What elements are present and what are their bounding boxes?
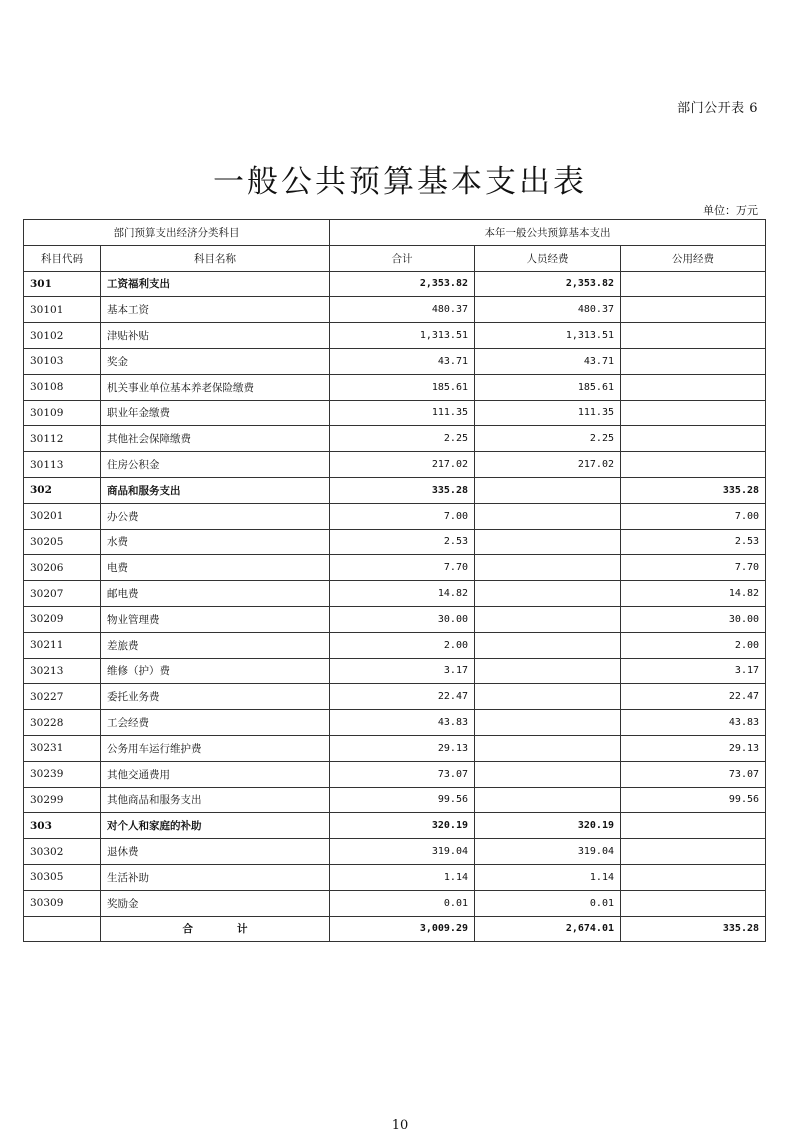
row-personnel	[475, 529, 621, 555]
row-name: 住房公积金	[101, 452, 330, 478]
table-row	[24, 400, 766, 426]
row-total: 43.83	[330, 710, 475, 736]
column-header-public: 公用经费	[621, 245, 766, 271]
row-code: 30227	[24, 684, 101, 710]
row-personnel: 1.14	[475, 864, 621, 890]
row-total: 99.56	[330, 787, 475, 813]
row-total: 1.14	[330, 864, 475, 890]
row-name: 公务用车运行维护费	[101, 735, 330, 761]
row-public	[621, 839, 766, 865]
row-code: 30205	[24, 529, 101, 555]
table-row	[24, 297, 766, 323]
row-public: 30.00	[621, 606, 766, 632]
row-code: 30239	[24, 761, 101, 787]
row-total: 2.53	[330, 529, 475, 555]
row-code: 30112	[24, 426, 101, 452]
row-total: 43.71	[330, 348, 475, 374]
group-header-row	[24, 220, 766, 246]
table-row	[24, 864, 766, 890]
row-code: 303	[24, 813, 101, 839]
row-public: 99.56	[621, 787, 766, 813]
row-code: 30113	[24, 452, 101, 478]
row-total: 30.00	[330, 606, 475, 632]
row-personnel	[475, 555, 621, 581]
row-code: 30231	[24, 735, 101, 761]
row-total: 2,353.82	[330, 271, 475, 297]
table-row	[24, 426, 766, 452]
table-row	[24, 658, 766, 684]
row-public: 3.17	[621, 658, 766, 684]
row-name: 对个人和家庭的补助	[101, 813, 330, 839]
row-code: 30302	[24, 839, 101, 865]
total-label-left: 合	[182, 923, 193, 936]
row-total: 335.28	[330, 477, 475, 503]
row-personnel	[475, 606, 621, 632]
row-code: 30211	[24, 632, 101, 658]
row-name: 津贴补贴	[101, 323, 330, 349]
row-total: 73.07	[330, 761, 475, 787]
row-name: 基本工资	[101, 297, 330, 323]
row-public	[621, 890, 766, 916]
total-row-public: 335.28	[621, 916, 766, 942]
total-row	[24, 916, 766, 942]
row-code: 30108	[24, 374, 101, 400]
row-public	[621, 297, 766, 323]
table-row	[24, 606, 766, 632]
column-header-code: 科目代码	[24, 245, 101, 271]
row-name: 奖励金	[101, 890, 330, 916]
row-public: 73.07	[621, 761, 766, 787]
row-total: 3.17	[330, 658, 475, 684]
row-code: 30299	[24, 787, 101, 813]
table-row	[24, 761, 766, 787]
row-total: 480.37	[330, 297, 475, 323]
table-row	[24, 529, 766, 555]
row-public	[621, 400, 766, 426]
total-row-code	[24, 916, 101, 942]
total-row-label	[101, 916, 330, 942]
row-name: 工会经费	[101, 710, 330, 736]
table-row	[24, 890, 766, 916]
group-header-basic-expenditure: 本年一般公共预算基本支出	[330, 220, 766, 246]
row-name: 委托业务费	[101, 684, 330, 710]
table-row	[24, 452, 766, 478]
row-personnel	[475, 710, 621, 736]
row-public: 7.70	[621, 555, 766, 581]
page-number: 10	[391, 1118, 409, 1133]
row-total: 14.82	[330, 581, 475, 607]
table-row	[24, 813, 766, 839]
row-personnel: 1,313.51	[475, 323, 621, 349]
page-title: 一般公共预算基本支出表	[213, 164, 587, 200]
row-total: 2.25	[330, 426, 475, 452]
unit-label: 单位：万元	[703, 204, 758, 217]
row-code: 30228	[24, 710, 101, 736]
total-row-total: 3,009.29	[330, 916, 475, 942]
row-code: 30209	[24, 606, 101, 632]
row-public: 14.82	[621, 581, 766, 607]
row-public	[621, 323, 766, 349]
budget-table	[23, 219, 766, 942]
row-name: 其他社会保障缴费	[101, 426, 330, 452]
row-name: 生活补助	[101, 864, 330, 890]
row-name: 其他交通费用	[101, 761, 330, 787]
row-public	[621, 374, 766, 400]
row-public	[621, 864, 766, 890]
row-code: 30101	[24, 297, 101, 323]
row-code: 30103	[24, 348, 101, 374]
row-name: 职业年金缴费	[101, 400, 330, 426]
row-name: 办公费	[101, 503, 330, 529]
row-public: 43.83	[621, 710, 766, 736]
table-row	[24, 710, 766, 736]
row-total: 217.02	[330, 452, 475, 478]
row-code: 30305	[24, 864, 101, 890]
row-total: 22.47	[330, 684, 475, 710]
row-public: 2.00	[621, 632, 766, 658]
table-row	[24, 555, 766, 581]
row-total: 29.13	[330, 735, 475, 761]
row-name: 物业管理费	[101, 606, 330, 632]
row-public	[621, 813, 766, 839]
table-row	[24, 477, 766, 503]
row-personnel: 43.71	[475, 348, 621, 374]
row-name: 维修（护）费	[101, 658, 330, 684]
row-total: 7.70	[330, 555, 475, 581]
table-body	[24, 271, 766, 916]
table-row	[24, 787, 766, 813]
row-personnel	[475, 761, 621, 787]
row-personnel	[475, 477, 621, 503]
row-personnel	[475, 658, 621, 684]
row-code: 302	[24, 477, 101, 503]
row-public	[621, 452, 766, 478]
row-personnel: 111.35	[475, 400, 621, 426]
row-personnel	[475, 581, 621, 607]
row-public	[621, 271, 766, 297]
row-name: 差旅费	[101, 632, 330, 658]
total-row-personnel: 2,674.01	[475, 916, 621, 942]
row-public: 22.47	[621, 684, 766, 710]
row-name: 电费	[101, 555, 330, 581]
row-total: 319.04	[330, 839, 475, 865]
row-public: 7.00	[621, 503, 766, 529]
table-row	[24, 581, 766, 607]
row-public: 335.28	[621, 477, 766, 503]
row-total: 0.01	[330, 890, 475, 916]
column-header-total: 合计	[330, 245, 475, 271]
row-personnel: 2,353.82	[475, 271, 621, 297]
column-header-name: 科目名称	[101, 245, 330, 271]
row-total: 320.19	[330, 813, 475, 839]
row-public: 29.13	[621, 735, 766, 761]
table-row	[24, 348, 766, 374]
total-label-right: 计	[237, 923, 248, 936]
row-name: 退休费	[101, 839, 330, 865]
row-personnel: 0.01	[475, 890, 621, 916]
table-row	[24, 323, 766, 349]
table-row	[24, 374, 766, 400]
row-total: 7.00	[330, 503, 475, 529]
column-header-row	[24, 245, 766, 271]
row-personnel: 2.25	[475, 426, 621, 452]
row-name: 机关事业单位基本养老保险缴费	[101, 374, 330, 400]
row-code: 30102	[24, 323, 101, 349]
row-personnel: 480.37	[475, 297, 621, 323]
group-header-classification: 部门预算支出经济分类科目	[24, 220, 330, 246]
table-row	[24, 684, 766, 710]
row-personnel: 320.19	[475, 813, 621, 839]
row-personnel	[475, 735, 621, 761]
row-total: 111.35	[330, 400, 475, 426]
row-public: 2.53	[621, 529, 766, 555]
table-row	[24, 632, 766, 658]
row-code: 30109	[24, 400, 101, 426]
row-name: 邮电费	[101, 581, 330, 607]
row-code: 30207	[24, 581, 101, 607]
row-personnel	[475, 684, 621, 710]
row-personnel: 185.61	[475, 374, 621, 400]
row-public	[621, 348, 766, 374]
row-total: 1,313.51	[330, 323, 475, 349]
row-name: 奖金	[101, 348, 330, 374]
row-code: 30201	[24, 503, 101, 529]
row-personnel: 319.04	[475, 839, 621, 865]
column-header-personnel: 人员经费	[475, 245, 621, 271]
row-personnel: 217.02	[475, 452, 621, 478]
row-total: 2.00	[330, 632, 475, 658]
row-total: 185.61	[330, 374, 475, 400]
row-code: 30206	[24, 555, 101, 581]
table-row	[24, 839, 766, 865]
row-code: 30309	[24, 890, 101, 916]
row-name: 商品和服务支出	[101, 477, 330, 503]
row-public	[621, 426, 766, 452]
row-personnel	[475, 787, 621, 813]
row-personnel	[475, 503, 621, 529]
row-personnel	[475, 632, 621, 658]
table-row	[24, 271, 766, 297]
row-name: 水费	[101, 529, 330, 555]
table-row	[24, 503, 766, 529]
row-name: 其他商品和服务支出	[101, 787, 330, 813]
row-code: 30213	[24, 658, 101, 684]
row-name: 工资福利支出	[101, 271, 330, 297]
row-code: 301	[24, 271, 101, 297]
table-row	[24, 735, 766, 761]
document-label: 部门公开表 6	[677, 101, 758, 116]
